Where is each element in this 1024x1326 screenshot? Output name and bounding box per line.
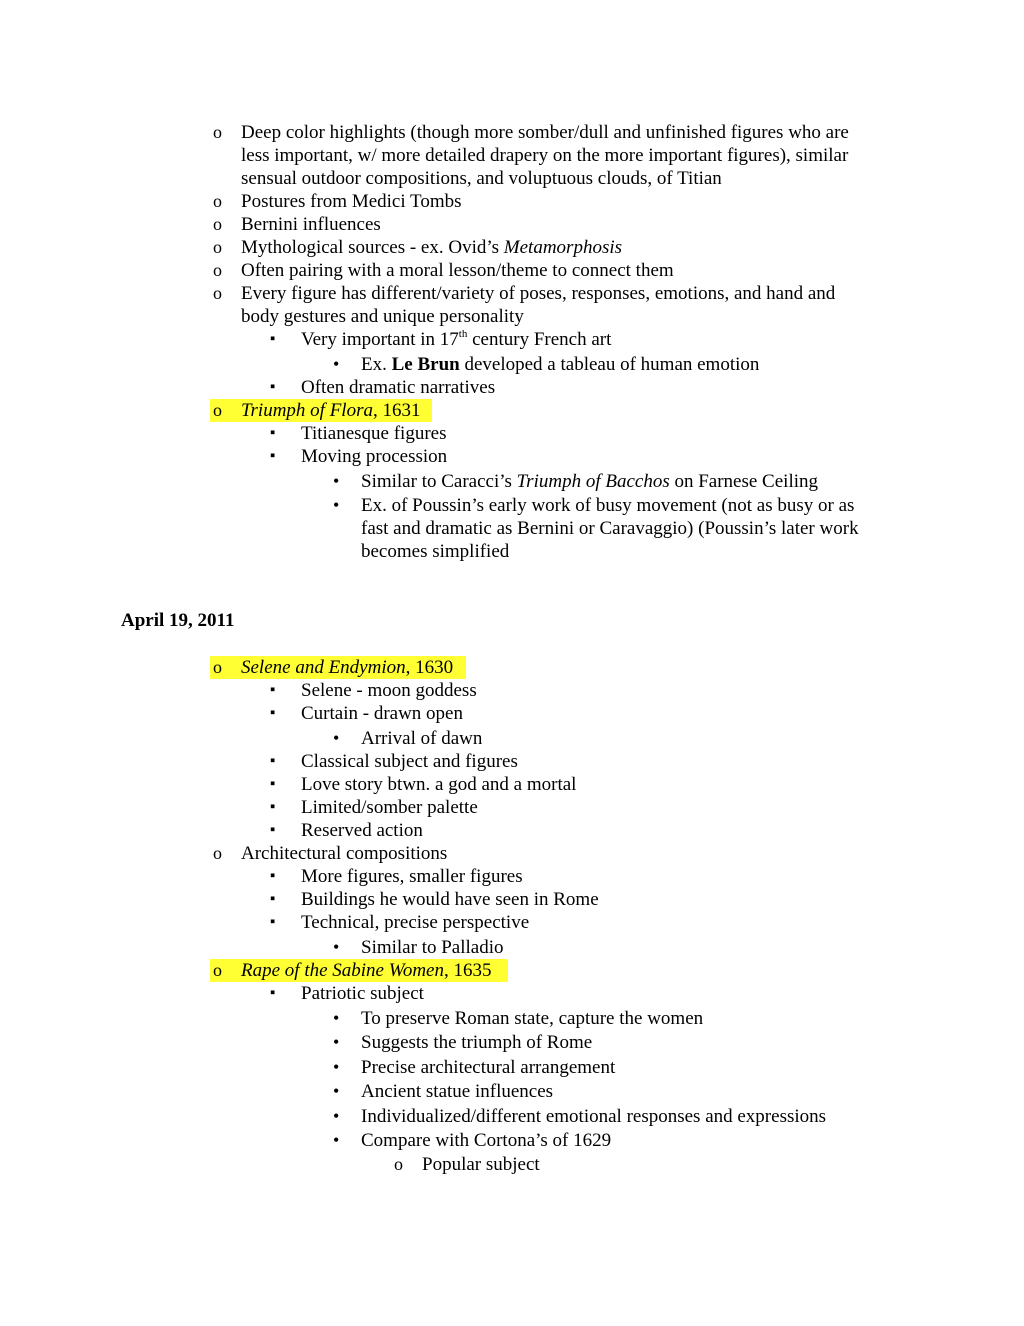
note-text: Patriotic subject — [301, 983, 424, 1004]
artwork-heading — [241, 399, 420, 422]
artwork-year: , 1630 — [405, 657, 454, 678]
artwork-year: , 1635 — [443, 960, 492, 981]
square-bullet-icon: ▪ — [270, 753, 276, 769]
dot-bullet-icon: • — [333, 354, 340, 374]
note-text: Postures from Medici Tombs — [241, 191, 462, 212]
dot-bullet-icon: • — [333, 495, 340, 515]
artist-name: Le Brun — [391, 354, 460, 375]
artwork-heading — [241, 656, 453, 679]
note-text: Precise architectural arrangement — [361, 1057, 616, 1078]
note-text — [301, 328, 611, 351]
dot-bullet-icon: • — [333, 728, 340, 748]
square-bullet-icon: ▪ — [270, 379, 276, 395]
note-text: Ancient statue influences — [361, 1081, 554, 1102]
note-text: Arrival of dawn — [361, 728, 483, 749]
note-text: Every figure has different/variety of poses, responses, emotions, and hand and — [241, 283, 836, 304]
note-text: less important, w/ more detailed drapery on the more important figures), similar — [241, 145, 849, 166]
note-text: sensual outdoor compositions, and voluptuous clouds, of Titian — [241, 168, 722, 189]
dot-bullet-icon: • — [333, 1130, 340, 1150]
square-bullet-icon: ▪ — [270, 868, 276, 884]
circle-bullet-icon: o — [213, 122, 222, 142]
note-text: Classical subject and figures — [301, 751, 518, 772]
square-bullet-icon: ▪ — [270, 776, 276, 792]
circle-bullet-icon: o — [213, 237, 222, 257]
note-text: Titianesque figures — [301, 423, 447, 444]
note-text: Technical, precise perspective — [301, 912, 530, 933]
circle-bullet-icon: o — [394, 1154, 403, 1174]
square-bullet-icon: ▪ — [270, 425, 276, 441]
note-text: Curtain - drawn open — [301, 703, 463, 724]
dot-bullet-icon: • — [333, 1106, 340, 1126]
note-text — [361, 353, 759, 376]
note-text: fast and dramatic as Bernini or Caravaggio) (Poussin’s later work — [361, 518, 859, 539]
dot-bullet-icon: • — [333, 937, 340, 957]
circle-bullet-icon: o — [213, 260, 222, 280]
note-text: Popular subject — [422, 1154, 540, 1175]
note-text-part: developed a tableau of human emotion — [459, 354, 760, 375]
note-text: Bernini influences — [241, 214, 381, 235]
note-text-part: Ex. — [361, 354, 392, 375]
note-text: Buildings he would have seen in Rome — [301, 889, 599, 910]
note-text: Individualized/different emotional responses and expressions — [361, 1106, 827, 1127]
circle-bullet-icon: o — [213, 214, 222, 234]
note-text-part: Similar to Caracci’s — [361, 471, 517, 492]
note-text: Similar to Palladio — [361, 937, 504, 958]
circle-bullet-icon: o — [213, 657, 222, 677]
note-text: Deep color highlights (though more somber/dull and unfinished figures who are — [241, 122, 849, 143]
square-bullet-icon: ▪ — [270, 799, 276, 815]
artwork-title: Rape of the Sabine Women — [241, 960, 444, 981]
note-text: Often dramatic narratives — [301, 377, 496, 398]
note-text: Love story btwn. a god and a mortal — [301, 774, 577, 795]
dot-bullet-icon: • — [333, 1032, 340, 1052]
note-text-part: on Farnese Ceiling — [669, 471, 818, 492]
note-text-part: Very important in 17 — [301, 329, 459, 350]
note-text-part: century French art — [467, 329, 612, 350]
note-text: Limited/somber palette — [301, 797, 478, 818]
square-bullet-icon: ▪ — [270, 822, 276, 838]
note-text-part: Mythological sources - ex. Ovid’s — [241, 237, 504, 258]
square-bullet-icon: ▪ — [270, 914, 276, 930]
square-bullet-icon: ▪ — [270, 891, 276, 907]
superscript: th — [458, 327, 468, 340]
circle-bullet-icon: o — [213, 400, 222, 420]
artwork-title: Triumph of Bacchos — [516, 471, 670, 492]
note-text: Ex. of Poussin’s early work of busy movement (not as busy or as — [361, 495, 855, 516]
note-text: To preserve Roman state, capture the women — [361, 1008, 704, 1029]
note-text: Suggests the triumph of Rome — [361, 1032, 593, 1053]
note-text: Moving procession — [301, 446, 448, 467]
artwork-title: Triumph of Flora — [241, 400, 373, 421]
square-bullet-icon: ▪ — [270, 985, 276, 1001]
dot-bullet-icon: • — [333, 1081, 340, 1101]
circle-bullet-icon: o — [213, 960, 222, 980]
note-text: body gestures and unique personality — [241, 306, 524, 327]
circle-bullet-icon: o — [213, 843, 222, 863]
square-bullet-icon: ▪ — [270, 331, 276, 347]
artwork-heading — [241, 959, 491, 982]
note-text: Compare with Cortona’s of 1629 — [361, 1130, 612, 1151]
note-text: Reserved action — [301, 820, 423, 841]
square-bullet-icon: ▪ — [270, 705, 276, 721]
dot-bullet-icon: • — [333, 1057, 340, 1077]
square-bullet-icon: ▪ — [270, 448, 276, 464]
artwork-title: Selene and Endymion — [241, 657, 406, 678]
artwork-title: Metamorphosis — [503, 237, 623, 258]
note-text: More figures, smaller figures — [301, 866, 523, 887]
note-text: Selene - moon goddess — [301, 680, 477, 701]
note-text: becomes simplified — [361, 541, 510, 562]
square-bullet-icon: ▪ — [270, 682, 276, 698]
note-text — [241, 236, 622, 259]
dot-bullet-icon: • — [333, 1008, 340, 1028]
note-text: Architectural compositions — [241, 843, 448, 864]
note-text: Often pairing with a moral lesson/theme to connect them — [241, 260, 674, 281]
circle-bullet-icon: o — [213, 191, 222, 211]
artwork-year: , 1631 — [372, 400, 421, 421]
circle-bullet-icon: o — [213, 283, 222, 303]
note-text — [361, 470, 818, 493]
date-heading-text: April 19, 2011 — [121, 610, 235, 631]
dot-bullet-icon: • — [333, 471, 340, 491]
